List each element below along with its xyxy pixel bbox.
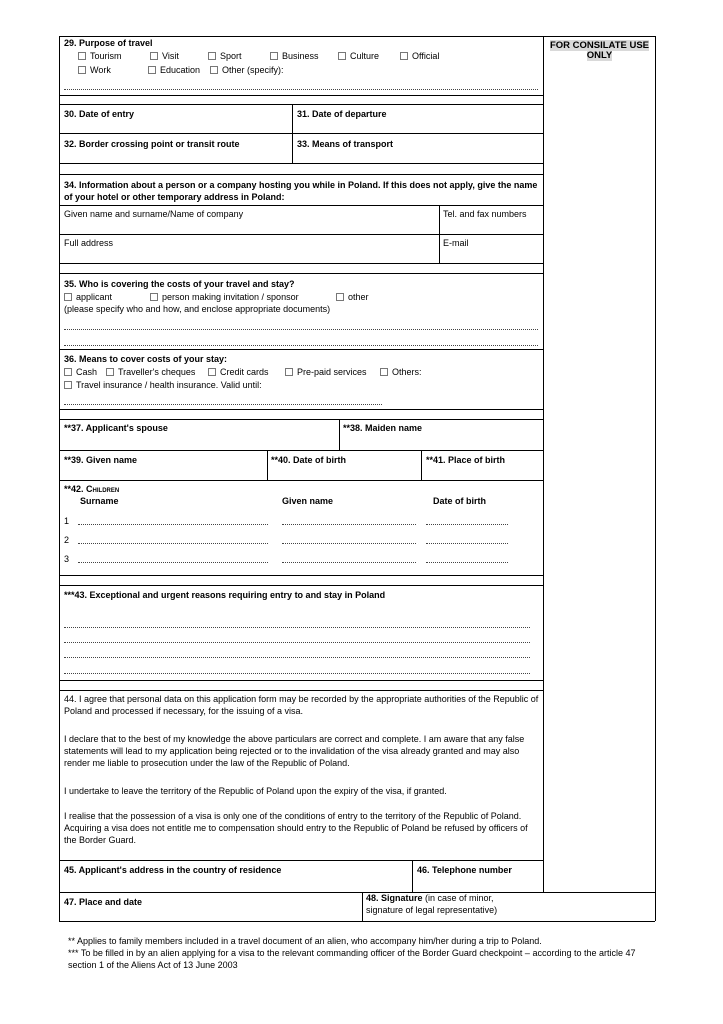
q44-undertaking: I undertake to leave the territory of the Republic of Poland upon the expiry of the visa, if granted. xyxy=(64,786,447,796)
q29-other-field[interactable] xyxy=(64,89,538,90)
checkbox-sponsor[interactable]: person making invitation / sponsor xyxy=(150,292,299,303)
q34-full-address: Full address xyxy=(64,238,114,248)
checkbox-sport[interactable]: Sport xyxy=(208,51,242,62)
child-date-of-birth-field[interactable] xyxy=(426,543,508,544)
q34-given-name: Given name and surname/Name of company xyxy=(64,209,244,219)
checkbox-cost-other[interactable]: other xyxy=(336,292,369,303)
q36-title: 36. Means to cover costs of your stay: xyxy=(64,354,228,364)
q39-given-name: **39. Given name xyxy=(64,455,138,465)
q43-title: ***43. Exceptional and urgent reasons requiring entry to and stay in Poland xyxy=(64,590,386,600)
q32-border-crossing: 32. Border crossing point or transit route xyxy=(64,139,240,149)
child-surname-field[interactable] xyxy=(78,524,268,525)
checkbox-travel-insurance[interactable]: Travel insurance / health insurance. Valid until: xyxy=(64,380,262,391)
q44-realisation: I realise that the possession of a visa is only one of the conditions of entry to the territory of the Republic of Poland. Acquiring a visa does not entitle me to compensation should entry to the Republic of Poland be refused by officers of the Border Guard. xyxy=(64,811,528,845)
checkbox-cash[interactable]: Cash xyxy=(64,367,97,378)
child-date-of-birth-field[interactable] xyxy=(426,562,508,563)
q44-declaration: I declare that to the best of my knowledge the above particulars are correct and complete. I am aware that any false statements will lead to my application being rejected or to the invalidation of the visa already granted and may also render me liable to prosecution under the law of the Republic of Poland. xyxy=(64,734,525,768)
q30-date-of-entry: 30. Date of entry xyxy=(64,109,135,119)
footnote-aliens-act: section 1 of the Aliens Act of 13 June 2003 xyxy=(68,960,238,970)
footnote-family: ** Applies to family members included in a travel document of an alien, who accompany him/her during a trip to Poland. xyxy=(68,936,542,946)
checkbox-travellers-cheques[interactable]: Traveller's cheques xyxy=(106,367,195,378)
checkbox-applicant[interactable]: applicant xyxy=(64,292,112,303)
q34-title: 34. Information about a person or a company hosting you while in Poland. If this does not apply, give the name xyxy=(64,180,538,190)
q42-col-given-name: Given name xyxy=(282,496,334,506)
q29-title: 29. Purpose of travel xyxy=(64,38,153,48)
checkbox-business[interactable]: Business xyxy=(270,51,319,62)
q34-email: E-mail xyxy=(443,238,469,248)
q43-field[interactable] xyxy=(64,657,530,658)
checkbox-work[interactable]: Work xyxy=(78,65,111,76)
q35-field-2[interactable] xyxy=(64,345,538,346)
consular-use-label: FOR CONSILATE USE ONLY xyxy=(549,40,650,61)
q40-date-of-birth: **40. Date of birth xyxy=(271,455,347,465)
q43-field[interactable] xyxy=(64,673,530,674)
q42-col-surname: Surname xyxy=(80,496,119,506)
child-row-number: 3 xyxy=(64,554,70,564)
child-given-name-field[interactable] xyxy=(282,562,416,563)
q41-place-of-birth: **41. Place of birth xyxy=(426,455,506,465)
q42-title: **42. Children xyxy=(64,484,120,494)
checkbox-credit-cards[interactable]: Credit cards xyxy=(208,367,269,378)
q31-date-of-departure: 31. Date of departure xyxy=(297,109,387,119)
q43-field[interactable] xyxy=(64,627,530,628)
q36-field[interactable] xyxy=(64,404,382,405)
q35-title: 35. Who is covering the costs of your travel and stay? xyxy=(64,279,295,289)
child-given-name-field[interactable] xyxy=(282,543,416,544)
child-given-name-field[interactable] xyxy=(282,524,416,525)
q38-maiden-name: **38. Maiden name xyxy=(343,423,423,433)
q42-col-date-of-birth: Date of birth xyxy=(433,496,486,506)
q48-signature: 48. Signature (in case of minor, xyxy=(366,893,494,903)
checkbox-others[interactable]: Others: xyxy=(380,367,422,378)
q44-consent: 44. I agree that personal data on this application form may be recorded by the appropriate authorities of the Republic of Poland and processed if necessary, for the issuing of a visa. xyxy=(64,694,539,716)
checkbox-official[interactable]: Official xyxy=(400,51,439,62)
q35-field-1[interactable] xyxy=(64,329,538,330)
checkbox-tourism[interactable]: Tourism xyxy=(78,51,122,62)
q34-title-cont: of your hotel or other temporary address in Poland: xyxy=(64,192,285,202)
checkbox-prepaid[interactable]: Pre-paid services xyxy=(285,367,367,378)
q43-field[interactable] xyxy=(64,642,530,643)
child-surname-field[interactable] xyxy=(78,562,268,563)
q48-signature-note: signature of legal representative) xyxy=(366,905,498,915)
q46-telephone-number: 46. Telephone number xyxy=(417,865,512,875)
q37-applicants-spouse: **37. Applicant's spouse xyxy=(64,423,168,433)
checkbox-education[interactable]: Education xyxy=(148,65,200,76)
q45-address: 45. Applicant's address in the country of residence xyxy=(64,865,282,875)
checkbox-culture[interactable]: Culture xyxy=(338,51,379,62)
child-surname-field[interactable] xyxy=(78,543,268,544)
q34-tel-fax: Tel. and fax numbers xyxy=(443,209,527,219)
q35-note: (please specify who and how, and enclose appropriate documents) xyxy=(64,304,331,314)
checkbox-visit[interactable]: Visit xyxy=(150,51,179,62)
checkbox-other[interactable]: Other (specify): xyxy=(210,65,284,76)
footnote-border-guard: *** To be filled in by an alien applying for a visa to the relevant commanding officer of the Border Guard checkpoint – according to the article 47 xyxy=(68,948,636,958)
child-row-number: 2 xyxy=(64,535,70,545)
child-row-number: 1 xyxy=(64,516,70,526)
child-date-of-birth-field[interactable] xyxy=(426,524,508,525)
q33-means-of-transport: 33. Means of transport xyxy=(297,139,394,149)
q47-place-and-date: 47. Place and date xyxy=(64,897,143,907)
